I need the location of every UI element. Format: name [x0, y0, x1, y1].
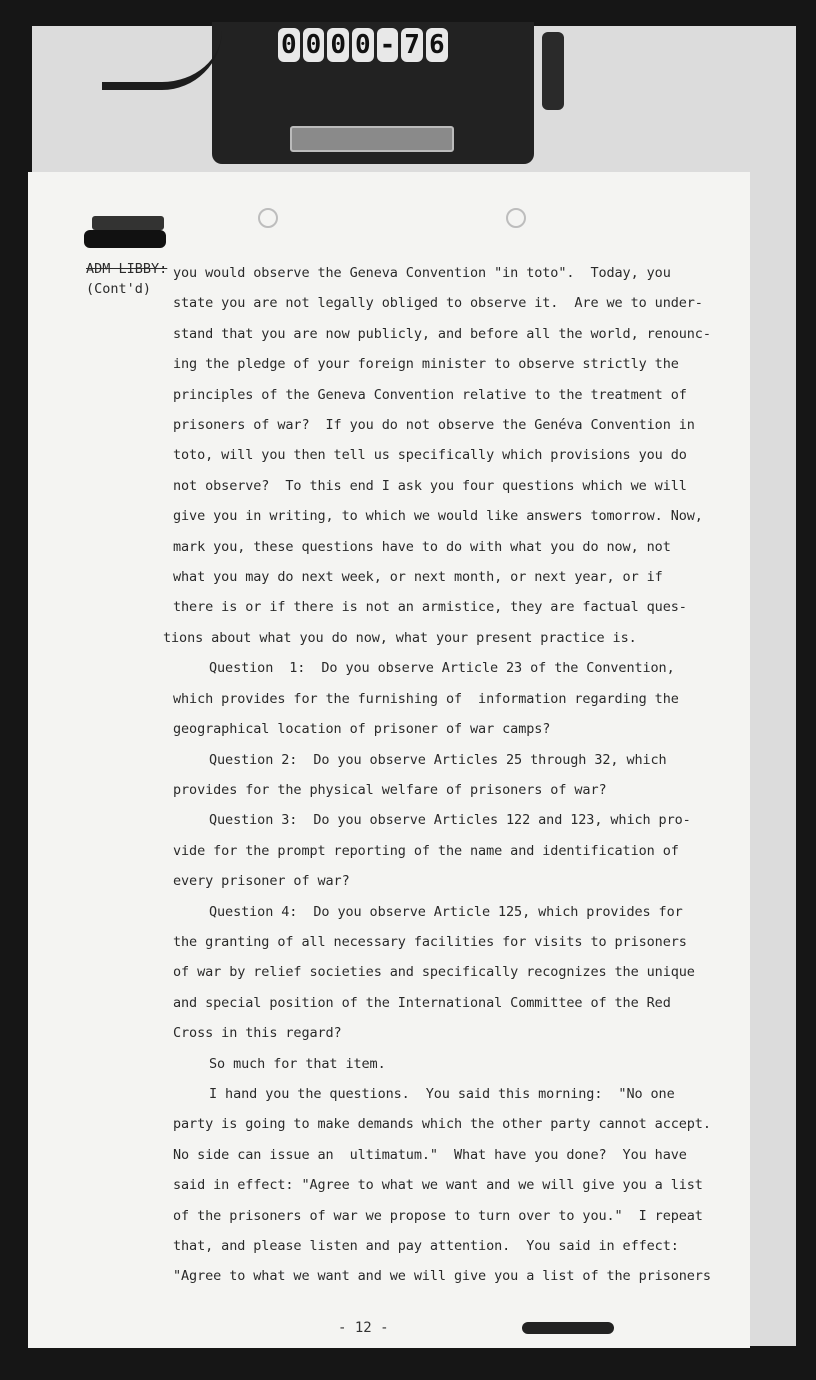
text-line: principles of the Geneva Convention relative to the treatment of [173, 386, 687, 403]
counter-plate [290, 126, 454, 152]
text-line: and special position of the International Committee of the Red [173, 994, 671, 1011]
transcript-body [163, 258, 743, 1292]
redaction-mark-top [84, 230, 166, 248]
text-line: said in effect: "Agree to what we want and we will give you a list [173, 1177, 703, 1194]
text-line: stand that you are now publicly, and before all the world, renounc- [173, 325, 711, 342]
text-line: So much for that item. [209, 1055, 386, 1072]
text-line: Question 1: Do you observe Article 23 of the Convention, [209, 660, 675, 677]
speaker-continued: (Cont'd) [86, 281, 152, 297]
text-line: of the prisoners of war we propose to turn over to you." I repeat [173, 1207, 703, 1224]
text-line: the granting of all necessary facilities for visits to prisoners [173, 933, 687, 950]
frame-counter-digits [278, 28, 448, 62]
text-line: No side can issue an ultimatum." What have you done? You have [173, 1146, 687, 1163]
text-line: I hand you the questions. You said this morning: "No one [209, 1085, 675, 1102]
punch-hole-left [258, 208, 278, 228]
text-line: you would observe the Geneva Convention "in toto". Today, you [173, 265, 671, 281]
text-line: tions about what you do now, what your present practice is. [163, 629, 637, 646]
punch-hole-right [506, 208, 526, 228]
speaker-name: ADM LIBBY: [86, 261, 168, 277]
counter-digit: 0 [303, 28, 325, 62]
counter-digit: 7 [401, 28, 423, 62]
text-line: of war by relief societies and specifically recognizes the unique [173, 964, 695, 981]
page-number: - 12 - [338, 1320, 389, 1336]
text-line: not observe? To this end I ask you four questions which we will [173, 477, 687, 494]
text-line: every prisoner of war? [173, 873, 350, 890]
text-line: Cross in this regard? [173, 1025, 342, 1042]
text-line: give you in writing, to which we would like answers tomorrow. Now, [173, 508, 703, 525]
text-line: ing the pledge of your foreign minister to observe strictly the [173, 356, 679, 373]
text-line: prisoners of war? If you do not observe the Genéva Convention in [173, 417, 695, 434]
text-line: vide for the prompt reporting of the name and identification of [173, 842, 679, 859]
counter-digit: 0 [278, 28, 300, 62]
redaction-mark-bottom [522, 1322, 614, 1334]
text-line: state you are not legally obliged to observe it. Are we to under- [173, 295, 703, 312]
text-line: Question 4: Do you observe Article 125, which provides for [209, 903, 683, 920]
counter-digit: - [377, 28, 399, 62]
text-line: what you may do next week, or next month, or next year, or if [173, 569, 663, 586]
counter-digit: 0 [327, 28, 349, 62]
counter-knob [542, 32, 564, 110]
text-line: there is or if there is not an armistice, they are factual ques- [173, 599, 687, 616]
text-line: "Agree to what we want and we will give you a list of the prisoners [173, 1268, 711, 1285]
text-line: toto, will you then tell us specifically which provisions you do [173, 447, 687, 464]
document-page [28, 172, 750, 1348]
speaker-label [86, 259, 167, 299]
text-line: Question 2: Do you observe Articles 25 through 32, which [209, 751, 667, 768]
text-line: Question 3: Do you observe Articles 122 and 123, which pro- [209, 812, 691, 829]
counter-digit: 0 [352, 28, 374, 62]
text-line: provides for the physical welfare of prisoners of war? [173, 781, 607, 798]
text-line: that, and please listen and pay attention. You said in effect: [173, 1238, 679, 1254]
text-line: which provides for the furnishing of information regarding the [173, 690, 679, 707]
redaction-mark-top-smudge [92, 216, 164, 230]
counter-digit: 6 [426, 28, 448, 62]
text-line: geographical location of prisoner of war camps? [173, 721, 551, 738]
frame-counter-device [212, 22, 534, 164]
text-line: party is going to make demands which the other party cannot accept. [173, 1116, 711, 1133]
text-line: mark you, these questions have to do with what you do now, not [173, 538, 671, 555]
